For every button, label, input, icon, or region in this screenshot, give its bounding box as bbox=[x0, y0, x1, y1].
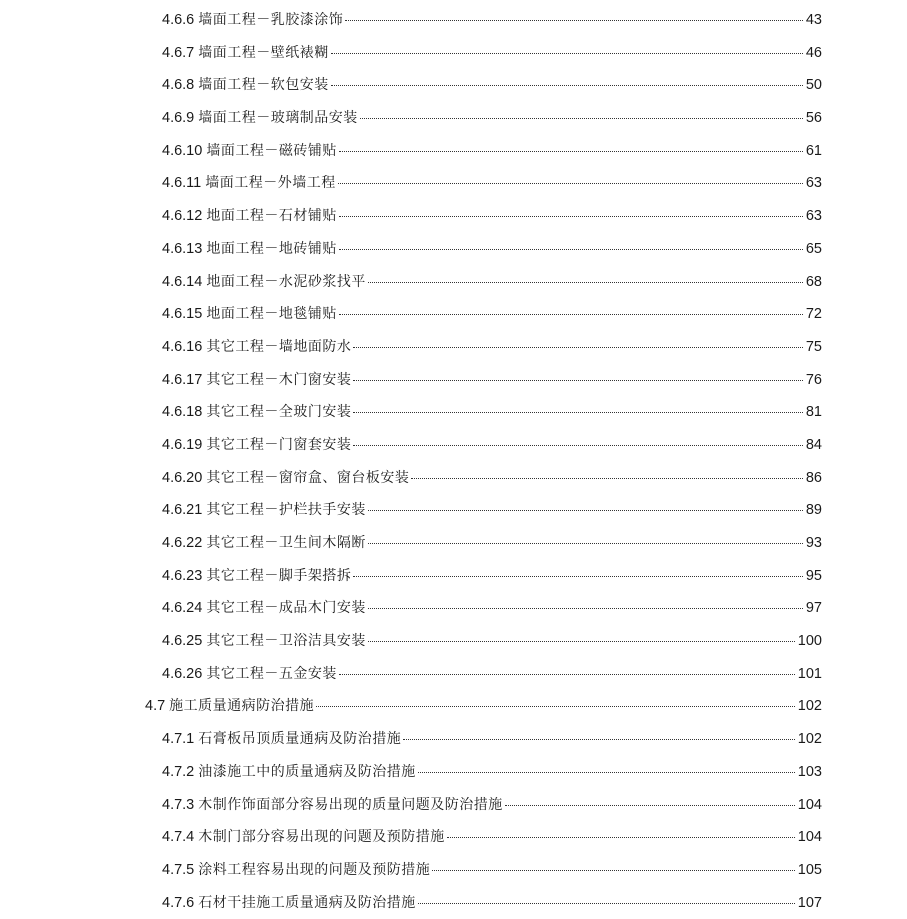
dot-leader bbox=[331, 53, 803, 54]
toc-entry-title: 其它工程－木门窗安装 bbox=[206, 371, 352, 388]
toc-entry-page-number: 63 bbox=[805, 175, 822, 192]
toc-entry[interactable] bbox=[0, 690, 907, 723]
toc-entry-title: 其它工程－门窗套安装 bbox=[206, 436, 352, 453]
toc-entry-page-number: 68 bbox=[805, 273, 822, 290]
toc-entry-page-number: 56 bbox=[805, 110, 822, 127]
dot-leader bbox=[403, 739, 795, 740]
toc-entry-number: 4.6.16 bbox=[162, 338, 203, 355]
toc-entry-number: 4.7.2 bbox=[162, 763, 195, 780]
dot-leader bbox=[338, 183, 803, 184]
toc-entry-title: 地面工程－地砖铺贴 bbox=[206, 240, 337, 257]
dot-leader bbox=[331, 85, 803, 86]
toc-entry-title: 墙面工程－软包安装 bbox=[198, 77, 329, 94]
toc-entry-number: 4.6.6 bbox=[162, 12, 195, 28]
toc-entry[interactable] bbox=[0, 494, 907, 527]
toc-entry-number: 4.7.1 bbox=[162, 731, 195, 748]
toc-entry-number: 4.6.10 bbox=[162, 142, 203, 159]
toc-entry-page-number: 46 bbox=[805, 44, 822, 61]
toc-entry-number: 4.6.22 bbox=[162, 535, 203, 551]
toc-entry-page-number: 84 bbox=[805, 436, 822, 453]
toc-entry-page-number: 89 bbox=[805, 502, 822, 519]
toc-entry-page-number: 63 bbox=[805, 208, 822, 225]
toc-entry[interactable] bbox=[0, 789, 907, 822]
toc-entry-page-number: 107 bbox=[797, 894, 822, 911]
toc-entry-page-number: 75 bbox=[805, 338, 822, 355]
toc-entry-page-number: 81 bbox=[805, 404, 822, 421]
toc-entry-title: 其它工程－墙地面防水 bbox=[206, 338, 352, 355]
toc-entry-page-number: 102 bbox=[797, 731, 822, 748]
toc-entry-number: 4.7.5 bbox=[162, 861, 195, 878]
toc-entry-page-number: 104 bbox=[797, 829, 822, 846]
dot-leader bbox=[353, 445, 803, 446]
dot-leader bbox=[447, 837, 795, 838]
toc-entry-page-number: 86 bbox=[805, 469, 822, 486]
toc-entry-page-number: 93 bbox=[805, 535, 822, 551]
toc-entry-number: 4.6.25 bbox=[162, 633, 203, 650]
dot-leader bbox=[316, 706, 795, 707]
toc-entry-page-number: 105 bbox=[797, 861, 822, 878]
toc-entry-page-number: 101 bbox=[797, 665, 822, 682]
table-of-contents bbox=[0, 4, 907, 919]
toc-entry-number: 4.6.23 bbox=[162, 567, 203, 584]
toc-entry[interactable] bbox=[0, 135, 907, 168]
toc-entry-title: 其它工程－护栏扶手安装 bbox=[206, 502, 366, 519]
toc-entry-page-number: 76 bbox=[805, 371, 822, 388]
toc-entry-title: 其它工程－脚手架搭拆 bbox=[206, 567, 352, 584]
toc-entry-title: 墙面工程－玻璃制品安装 bbox=[198, 110, 358, 127]
toc-entry-number: 4.6.15 bbox=[162, 306, 203, 323]
toc-entry-page-number: 50 bbox=[805, 77, 822, 94]
toc-entry[interactable] bbox=[0, 429, 907, 462]
dot-leader bbox=[418, 903, 795, 904]
toc-entry-title: 地面工程－石材铺贴 bbox=[206, 208, 337, 225]
dot-leader bbox=[368, 510, 803, 511]
toc-entry-title: 其它工程－五金安装 bbox=[206, 665, 337, 682]
toc-entry[interactable] bbox=[0, 560, 907, 593]
toc-entry-page-number: 97 bbox=[805, 600, 822, 617]
toc-entry[interactable] bbox=[0, 167, 907, 200]
toc-entry-title: 施工质量通病防治措施 bbox=[169, 698, 315, 715]
toc-entry-page-number: 95 bbox=[805, 567, 822, 584]
dot-leader bbox=[411, 478, 803, 479]
toc-entry-number: 4.7.4 bbox=[162, 829, 195, 846]
toc-entry-title: 其它工程－卫生间木隔断 bbox=[206, 535, 366, 551]
toc-entry-title: 墙面工程－磁砖铺贴 bbox=[206, 142, 337, 159]
toc-entry[interactable] bbox=[0, 756, 907, 789]
dot-leader bbox=[360, 118, 803, 119]
toc-entry-title: 地面工程－地毯铺贴 bbox=[206, 306, 337, 323]
toc-entry-number: 4.6.17 bbox=[162, 371, 203, 388]
toc-entry-number: 4.6.20 bbox=[162, 469, 203, 486]
toc-entry[interactable] bbox=[0, 233, 907, 266]
toc-entry[interactable] bbox=[0, 69, 907, 102]
dot-leader bbox=[418, 772, 795, 773]
dot-leader bbox=[353, 347, 803, 348]
toc-entry-page-number: 100 bbox=[797, 633, 822, 650]
toc-entry-title: 地面工程－水泥砂浆找平 bbox=[206, 273, 366, 290]
toc-entry-number: 4.6.14 bbox=[162, 273, 203, 290]
toc-entry-number: 4.6.18 bbox=[162, 404, 203, 421]
dot-leader bbox=[368, 608, 803, 609]
toc-entry-number: 4.7.3 bbox=[162, 796, 195, 813]
dot-leader bbox=[505, 805, 795, 806]
toc-entry-number: 4.6.13 bbox=[162, 240, 203, 257]
toc-entry[interactable] bbox=[0, 37, 907, 70]
toc-entry-number: 4.6.8 bbox=[162, 77, 195, 94]
dot-leader bbox=[339, 249, 803, 250]
toc-entry-title: 油漆施工中的质量通病及防治措施 bbox=[198, 763, 416, 780]
toc-entry[interactable] bbox=[0, 625, 907, 658]
dot-leader bbox=[339, 674, 795, 675]
toc-entry-title: 石膏板吊顶质量通病及防治措施 bbox=[198, 731, 402, 748]
toc-entry-title: 涂料工程容易出现的问题及预防措施 bbox=[198, 861, 431, 878]
toc-entry-title: 墙面工程－壁纸裱糊 bbox=[198, 44, 329, 61]
toc-entry[interactable] bbox=[0, 527, 907, 560]
dot-leader bbox=[432, 870, 795, 871]
toc-entry-page-number: 102 bbox=[797, 698, 822, 715]
toc-entry-number: 4.6.12 bbox=[162, 208, 203, 225]
toc-entry-page-number: 104 bbox=[797, 796, 822, 813]
toc-entry-number: 4.6.9 bbox=[162, 110, 195, 127]
toc-entry[interactable] bbox=[0, 298, 907, 331]
toc-entry-page-number: 43 bbox=[805, 12, 822, 28]
toc-entry-page-number: 72 bbox=[805, 306, 822, 323]
toc-entry-title: 其它工程－成品木门安装 bbox=[206, 600, 366, 617]
dot-leader bbox=[353, 380, 803, 381]
toc-entry[interactable] bbox=[0, 4, 907, 37]
dot-leader bbox=[368, 282, 803, 283]
dot-leader bbox=[368, 543, 803, 544]
toc-entry-number: 4.7.6 bbox=[162, 894, 195, 911]
toc-entry[interactable] bbox=[0, 658, 907, 691]
toc-entry-number: 4.7 bbox=[145, 698, 166, 715]
toc-entry[interactable] bbox=[0, 331, 907, 364]
toc-entry[interactable] bbox=[0, 887, 907, 919]
toc-entry-number: 4.6.7 bbox=[162, 44, 195, 61]
toc-entry-title: 木制门部分容易出现的问题及预防措施 bbox=[198, 829, 445, 846]
toc-entry[interactable] bbox=[0, 200, 907, 233]
dot-leader bbox=[368, 641, 795, 642]
toc-entry-title: 墙面工程－乳胶漆涂饰 bbox=[198, 12, 344, 28]
toc-entry[interactable] bbox=[0, 854, 907, 887]
toc-entry-title: 其它工程－全玻门安装 bbox=[206, 404, 352, 421]
toc-entry-title: 其它工程－窗帘盒、窗台板安装 bbox=[206, 469, 410, 486]
toc-entry[interactable] bbox=[0, 462, 907, 495]
toc-entry-title: 木制作饰面部分容易出现的质量问题及防治措施 bbox=[198, 796, 503, 813]
toc-entry-page-number: 103 bbox=[797, 763, 822, 780]
toc-entry-number: 4.6.24 bbox=[162, 600, 203, 617]
dot-leader bbox=[339, 151, 803, 152]
dot-leader bbox=[353, 576, 803, 577]
toc-entry-title: 其它工程－卫浴洁具安装 bbox=[206, 633, 366, 650]
toc-entry-page-number: 61 bbox=[805, 142, 822, 159]
toc-entry[interactable] bbox=[0, 364, 907, 397]
toc-entry[interactable] bbox=[0, 266, 907, 299]
toc-entry[interactable] bbox=[0, 592, 907, 625]
toc-entry-page-number: 65 bbox=[805, 240, 822, 257]
dot-leader bbox=[339, 216, 803, 217]
toc-entry[interactable] bbox=[0, 396, 907, 429]
toc-entry-number: 4.6.21 bbox=[162, 502, 203, 519]
toc-entry[interactable] bbox=[0, 723, 907, 756]
toc-entry-number: 4.6.11 bbox=[162, 175, 202, 192]
toc-entry-title: 石材干挂施工质量通病及防治措施 bbox=[198, 894, 416, 911]
toc-entry-number: 4.6.26 bbox=[162, 665, 203, 682]
toc-entry[interactable] bbox=[0, 102, 907, 135]
toc-entry-number: 4.6.19 bbox=[162, 436, 203, 453]
toc-entry[interactable] bbox=[0, 821, 907, 854]
dot-leader bbox=[345, 20, 803, 21]
dot-leader bbox=[339, 314, 803, 315]
dot-leader bbox=[353, 412, 803, 413]
toc-entry-title: 墙面工程－外墙工程 bbox=[205, 175, 336, 192]
